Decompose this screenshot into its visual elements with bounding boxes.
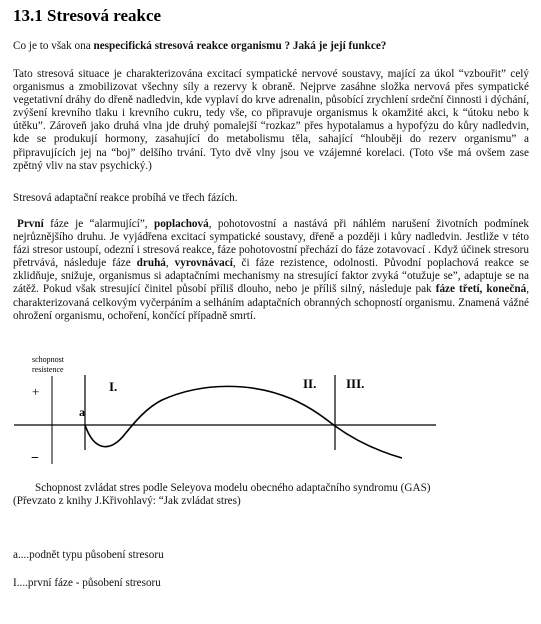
phase-alarm-bold: poplachová	[153, 218, 209, 230]
resistance-curve	[85, 386, 402, 458]
phase-label-3: III.	[346, 376, 365, 391]
phase-text-4: , či fáze rezistence, odolnosti. Původní poplachová reakce se zklidňuje, snižuje, organismus si adaptačními mechanismy na stresující faktor zvyká “otužuje se”, adaptuje se na zátěž. Pokud však stresující činitel působí příliš dlouho, nebo je příliš silný, následuje pak	[13, 257, 530, 296]
question-prefix: Co je to však ona	[13, 40, 94, 52]
phase-text-3: ,	[165, 257, 175, 270]
plus-sign: +	[32, 384, 40, 399]
legend-note-a: a....podnět typu působení stresoru	[13, 549, 164, 561]
question-bold: nespecifická stresová reakce organismu ? Jaká je její funkce?	[93, 40, 387, 52]
minus-sign: −	[31, 451, 39, 466]
paragraph-phase-details	[13, 218, 529, 323]
point-label-a: a	[79, 405, 85, 419]
phase-balancing-bold: vyrovnávací	[174, 257, 233, 270]
y-axis-label-line1: schopnost	[32, 355, 64, 364]
phase-third-bold: fáze třetí, konečná	[435, 283, 527, 296]
figure-caption	[13, 482, 529, 508]
paragraph-stress-description: Tato stresová situace je charakterizována excitací sympatické nervové soustavy, mající za úkol “vzbouřit” celý organismus a zmobilizovat všechny síly a rezervy k obraně. Nejprve zasáhne složka nervová přes sympatické vegetativní dráhy do dřeně nadledvin, kde vyplaví do krve adrenalin, působící zrychlení srdeční činnosti i dýchání, zvýšení krevního tlaku i krevního cukru, tedy vše, co připravuje organismus k okamžité akci, k “útoku nebo k útěku”. Zároveň jako druhá vlna jde druhý pomalejší “rozkaz” přes hypotalamus a hypofýzu do kůry nadledvin, kde se produkují hormony, zasahující do metabolismu těla, sahající “hlouběji do rezerv organismu” a připravujících jej na “boj” delšího trvání. Tyto dvě vlny jsou ve vzájemné korelaci. (Toto vše má ovšem zase zpětný vliv na stav psychický.)	[13, 68, 529, 172]
section-heading: 13.1 Stresová reakce	[13, 6, 162, 25]
phase-text-1: fáze je “alarmující”,	[43, 218, 154, 230]
paragraph-three-phases: Stresová adaptační reakce probíhá ve třech fázích.	[13, 192, 238, 204]
y-axis-label-line2: resistence	[32, 365, 64, 374]
phase-label-2: II.	[303, 376, 317, 391]
phase-label-1: I.	[109, 379, 118, 394]
gas-diagram	[12, 352, 436, 474]
phase-text-2: , pohotovostní a nastává při náhlém narušení životních podmínek nejrůznějšího druhu. Je vyjádřena excitací sympatické soustavy, dřeně a později i kůry nadledvin. Jestliže v této fázi stresor ustoupí, odezní i stresová reakce, fáze pohotovostní přechází do fáze zotavovací . Když účinek stresoru přetrvává, následuje fáze	[13, 218, 529, 270]
phase-second-bold: druhá	[136, 257, 166, 270]
legend-note-i: I....první fáze - působení stresoru	[13, 577, 161, 589]
caption-line-1: Schopnost zvládat stres podle Seleyova modelu obecného adaptačního syndromu (GAS)	[35, 482, 431, 494]
phase-text-5: , charakterizovaná celkovým vyčerpáním a selháním adaptačních obranných schopností organismu. Znamená vážné ohrožení organismu, ochoření, končící případně smrtí.	[13, 283, 529, 322]
intro-question	[13, 40, 529, 53]
caption-line-2: (Převzato z knihy J.Křivohlavý: “Jak zvládat stres)	[13, 495, 241, 507]
phase-first-bold: První	[17, 218, 44, 230]
